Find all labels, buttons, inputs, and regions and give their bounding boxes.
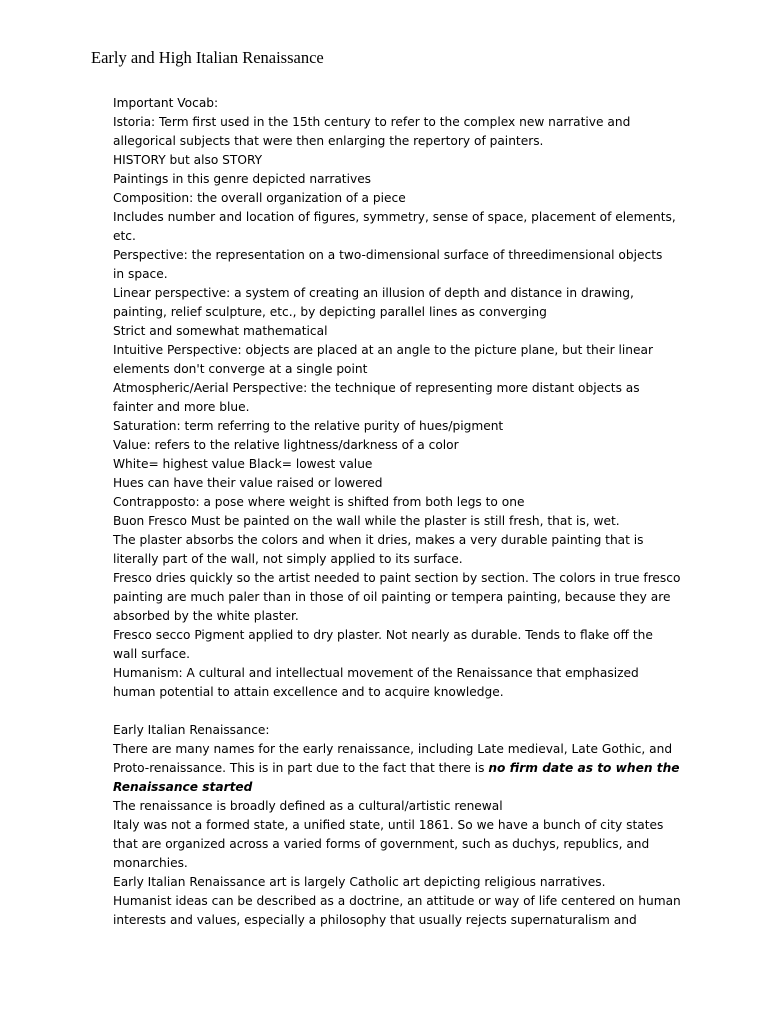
text-line: wall surface. bbox=[113, 647, 190, 661]
text-line: Buon Fresco Must be painted on the wall while the plaster is still fresh, that is, wet. bbox=[113, 514, 620, 528]
text-line: Perspective: the representation on a two-dimensional surface of threedimensional objects bbox=[113, 248, 663, 262]
text-line: The renaissance is broadly defined as a cultural/artistic renewal bbox=[113, 799, 503, 813]
text-line: Composition: the overall organization of a piece bbox=[113, 191, 406, 205]
text-line: literally part of the wall, not simply applied to its surface. bbox=[113, 552, 463, 566]
text-line: in space. bbox=[113, 267, 168, 281]
text-line: fainter and more blue. bbox=[113, 400, 250, 414]
text-line: Humanism: A cultural and intellectual movement of the Renaissance that emphasized bbox=[113, 666, 639, 680]
text-line: HISTORY but also STORY bbox=[113, 153, 263, 167]
text-line bbox=[113, 759, 680, 778]
text-line: Fresco secco Pigment applied to dry plaster. Not nearly as durable. Tends to flake off the bbox=[113, 628, 653, 642]
document-body bbox=[113, 94, 681, 930]
text-line: Linear perspective: a system of creating an illusion of depth and distance in drawing, bbox=[113, 286, 634, 300]
text-line: Early Italian Renaissance art is largely Catholic art depicting religious narratives. bbox=[113, 875, 606, 889]
vocab-heading: Important Vocab: bbox=[113, 96, 219, 110]
text-line: interests and values, especially a philosophy that usually rejects supernaturalism and bbox=[113, 913, 637, 927]
text-line: monarchies. bbox=[113, 856, 188, 870]
text-line: painting, relief sculpture, etc., by depicting parallel lines as converging bbox=[113, 305, 547, 319]
text-line: Includes number and location of figures, symmetry, sense of space, placement of elements, bbox=[113, 210, 676, 224]
text-line: Humanist ideas can be described as a doctrine, an attitude or way of life centered on human bbox=[113, 894, 681, 908]
text-line: Intuitive Perspective: objects are placed at an angle to the picture plane, but their linear bbox=[113, 343, 654, 357]
text-line: that are organized across a varied forms of government, such as duchys, republics, and bbox=[113, 837, 650, 851]
text-line: absorbed by the white plaster. bbox=[113, 609, 299, 623]
text-line: Value: refers to the relative lightness/darkness of a color bbox=[113, 438, 459, 452]
text-line: Saturation: term referring to the relative purity of hues/pigment bbox=[113, 419, 504, 433]
text-line: White= highest value Black= lowest value bbox=[113, 457, 373, 471]
text-line: The plaster absorbs the colors and when it dries, makes a very durable painting that is bbox=[113, 533, 644, 547]
text-line: Atmospheric/Aerial Perspective: the technique of representing more distant objects as bbox=[113, 381, 640, 395]
text-line: Contrapposto: a pose where weight is shifted from both legs to one bbox=[113, 495, 525, 509]
text-line: Italy was not a formed state, a unified state, until 1861. So we have a bunch of city states bbox=[113, 818, 664, 832]
text-line: Fresco dries quickly so the artist needed to paint section by section. The colors in true fresco bbox=[113, 571, 681, 585]
text-line: painting are much paler than in those of oil painting or tempera painting, because they are bbox=[113, 590, 671, 604]
text-span: Proto-renaissance. This is in part due to the fact that there is bbox=[113, 761, 489, 775]
text-line: Strict and somewhat mathematical bbox=[113, 324, 328, 338]
text-line: Paintings in this genre depicted narratives bbox=[113, 172, 372, 186]
early-heading: Early Italian Renaissance: bbox=[113, 723, 270, 737]
document-title: Early and High Italian Renaissance bbox=[91, 48, 324, 67]
emphasized-text: Renaissance started bbox=[113, 780, 253, 794]
text-line: elements don't converge at a single point bbox=[113, 362, 368, 376]
text-line: Hues can have their value raised or lowered bbox=[113, 476, 383, 490]
emphasized-text: no firm date as to when the bbox=[488, 761, 680, 775]
text-line: There are many names for the early renaissance, including Late medieval, Late Gothic, and bbox=[113, 742, 673, 756]
text-line: Istoria: Term first used in the 15th century to refer to the complex new narrative and bbox=[113, 115, 631, 129]
text-line: etc. bbox=[113, 229, 136, 243]
early-list bbox=[113, 797, 681, 930]
text-line bbox=[113, 778, 653, 797]
text-line: allegorical subjects that were then enlarging the repertory of painters. bbox=[113, 134, 544, 148]
section-gap bbox=[113, 702, 653, 721]
vocab-list bbox=[113, 113, 681, 702]
text-line: human potential to attain excellence and to acquire knowledge. bbox=[113, 685, 504, 699]
